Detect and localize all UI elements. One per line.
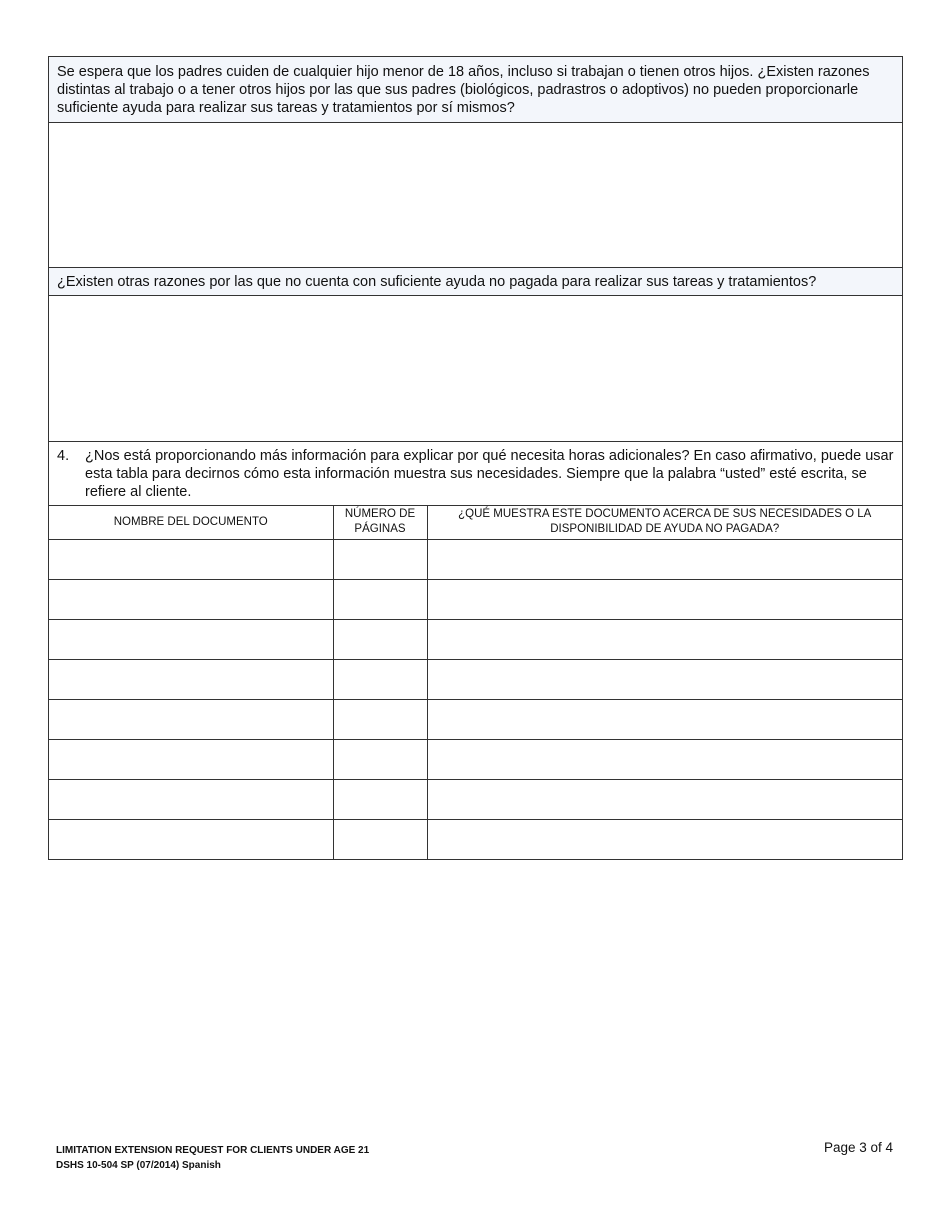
page-count-cell[interactable] bbox=[333, 579, 427, 619]
header-page-count: NÚMERO DE PÁGINAS bbox=[333, 506, 427, 539]
document-name-cell[interactable] bbox=[49, 699, 333, 739]
document-shows-cell[interactable] bbox=[427, 779, 902, 819]
table-row bbox=[49, 739, 902, 779]
page-count-cell[interactable] bbox=[333, 659, 427, 699]
document-name-cell[interactable] bbox=[49, 539, 333, 579]
document-shows-cell[interactable] bbox=[427, 819, 902, 859]
document-name-cell[interactable] bbox=[49, 619, 333, 659]
parents-question: Se espera que los padres cuiden de cualquier hijo menor de 18 años, incluso si trabajan o tienen otros hijos. ¿Existen razones distintas al trabajo o a tener otros hijos por las que sus padres (biológicos, padrastros o adoptivos) no pueden proporcionarle suficiente ayuda para realizar sus tareas y tratamientos por sí mismos? bbox=[49, 57, 902, 123]
header-document-shows: ¿QUÉ MUESTRA ESTE DOCUMENTO ACERCA DE SUS NECESIDADES O LA DISPONIBILIDAD DE AYUDA NO PAGADA? bbox=[427, 506, 902, 539]
header-document-name: NOMBRE DEL DOCUMENTO bbox=[49, 506, 333, 539]
question-4-text: ¿Nos está proporcionando más información para explicar por qué necesita horas adicionales? En caso afirmativo, puede usar esta tabla para decirnos cómo esta información muestra sus necesidades. Siempre que la palabra “usted” esté escrita, se refiere al cliente. bbox=[85, 448, 894, 500]
document-shows-cell[interactable] bbox=[427, 619, 902, 659]
page-count-cell[interactable] bbox=[333, 539, 427, 579]
other-reasons-question: ¿Existen otras razones por las que no cuenta con suficiente ayuda no pagada para realizar sus tareas y tratamientos? bbox=[49, 268, 902, 296]
documents-table bbox=[49, 506, 902, 859]
table-row bbox=[49, 579, 902, 619]
table-row bbox=[49, 779, 902, 819]
page-count-cell[interactable] bbox=[333, 739, 427, 779]
document-name-cell[interactable] bbox=[49, 579, 333, 619]
document-shows-cell[interactable] bbox=[427, 539, 902, 579]
document-shows-cell[interactable] bbox=[427, 699, 902, 739]
table-row bbox=[49, 819, 902, 859]
question-4-number: 4. bbox=[57, 448, 70, 464]
document-shows-cell[interactable] bbox=[427, 659, 902, 699]
table-row bbox=[49, 619, 902, 659]
document-shows-cell[interactable] bbox=[427, 579, 902, 619]
question-4 bbox=[49, 442, 902, 506]
form-page bbox=[48, 56, 903, 860]
table-row bbox=[49, 539, 902, 579]
document-name-cell[interactable] bbox=[49, 659, 333, 699]
document-name-cell[interactable] bbox=[49, 739, 333, 779]
parents-answer-field[interactable] bbox=[49, 123, 902, 268]
document-shows-cell[interactable] bbox=[427, 739, 902, 779]
page-count-cell[interactable] bbox=[333, 699, 427, 739]
table-row bbox=[49, 699, 902, 739]
other-reasons-answer-field[interactable] bbox=[49, 296, 902, 442]
page-number: Page 3 of 4 bbox=[823, 1140, 893, 1155]
footer-form-number: DSHS 10-504 SP (07/2014) Spanish bbox=[56, 1160, 221, 1171]
document-name-cell[interactable] bbox=[49, 819, 333, 859]
documents-table-header bbox=[49, 506, 902, 539]
table-row bbox=[49, 659, 902, 699]
page-count-cell[interactable] bbox=[333, 779, 427, 819]
footer-form-info bbox=[56, 1143, 369, 1173]
document-name-cell[interactable] bbox=[49, 779, 333, 819]
page-count-cell[interactable] bbox=[333, 819, 427, 859]
page-count-cell[interactable] bbox=[333, 619, 427, 659]
footer-form-title: LIMITATION EXTENSION REQUEST FOR CLIENTS UNDER AGE 21 bbox=[56, 1145, 370, 1156]
